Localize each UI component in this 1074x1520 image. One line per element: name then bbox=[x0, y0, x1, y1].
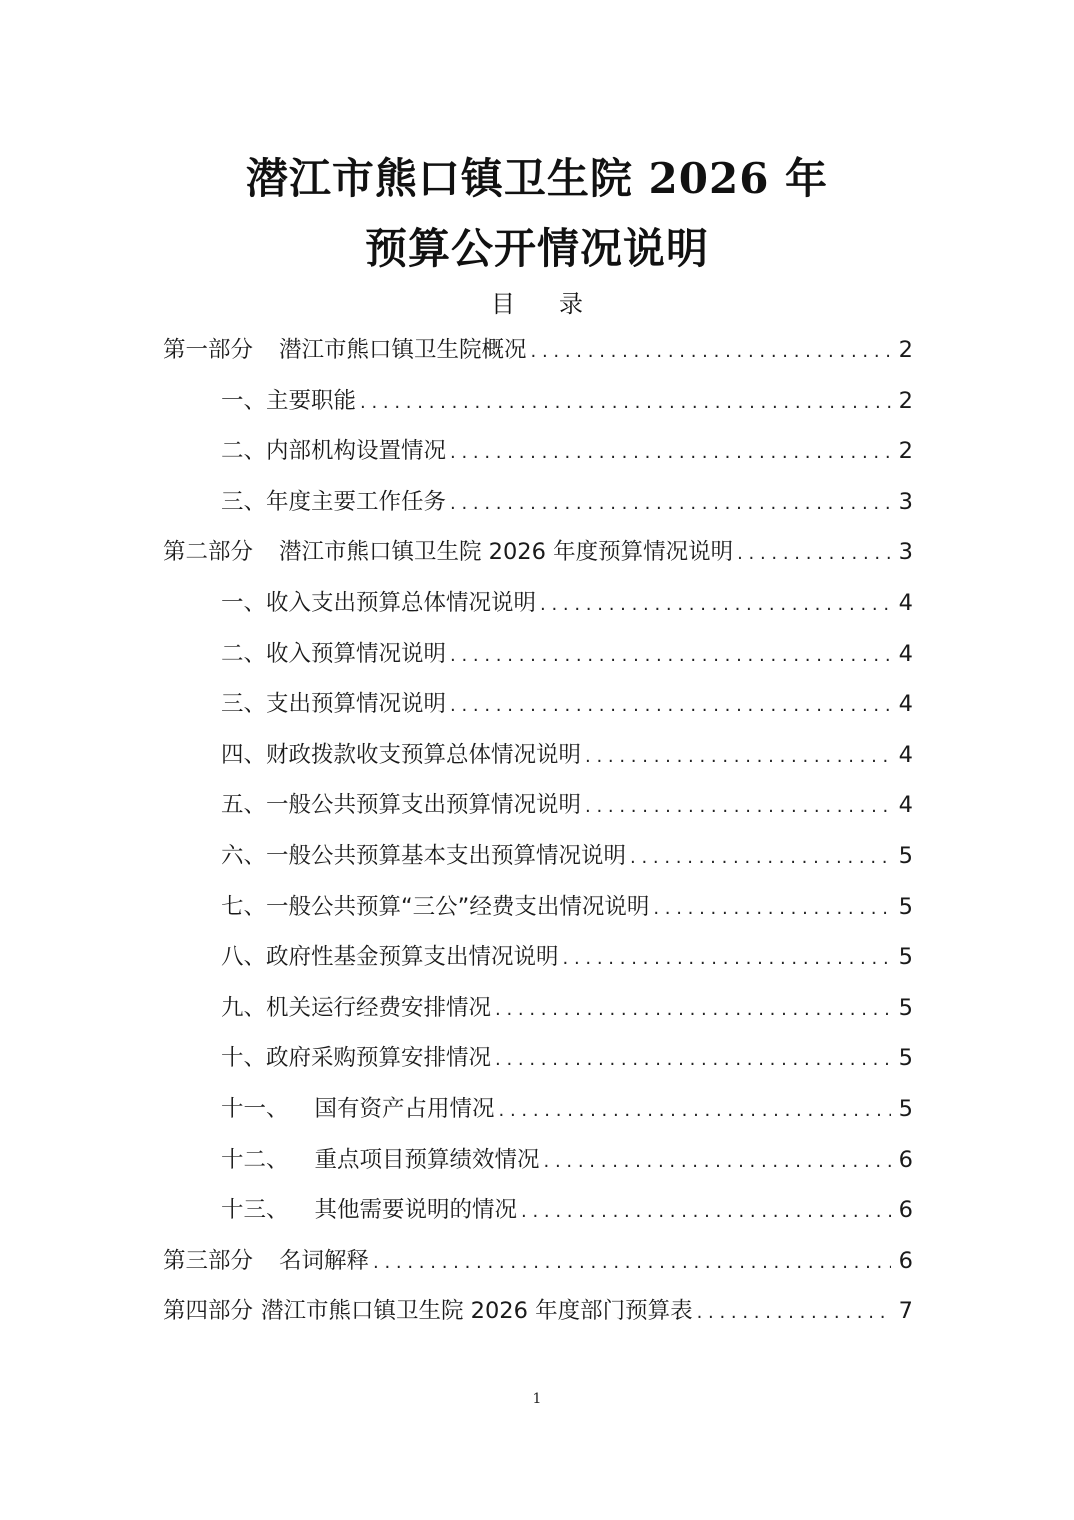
toc-entry-text: 收入预算情况说明 bbox=[266, 640, 447, 667]
toc-entry[interactable] bbox=[163, 1192, 913, 1243]
toc-entry-text: 一般公共预算支出预算情况说明 bbox=[266, 792, 582, 819]
toc-entry-label bbox=[221, 1091, 495, 1123]
toc-entry-label bbox=[221, 737, 581, 769]
toc-entry-text: 国有资产占用情况 bbox=[314, 1095, 495, 1122]
page-number: 1 bbox=[532, 1391, 542, 1407]
toc-entry[interactable] bbox=[163, 889, 913, 940]
toc-entry[interactable] bbox=[163, 990, 913, 1041]
toc-entry-text: 财政拨款收支预算总体情况说明 bbox=[266, 741, 582, 768]
toc-dot-leader bbox=[563, 948, 891, 969]
toc-dot-leader bbox=[540, 594, 891, 615]
toc-entry-prefix: 六、 bbox=[221, 842, 267, 869]
toc-entry-page-number: 5 bbox=[898, 994, 913, 1021]
toc-heading: 目录 bbox=[491, 290, 627, 318]
toc-entry-label bbox=[221, 990, 491, 1022]
toc-entry[interactable] bbox=[163, 585, 913, 636]
toc-entry-label bbox=[221, 585, 536, 617]
toc-entry[interactable] bbox=[163, 737, 913, 788]
toc-entry[interactable] bbox=[163, 1040, 913, 1091]
toc-entry-page-number: 2 bbox=[898, 438, 913, 465]
toc-entry-page-number: 2 bbox=[898, 337, 913, 363]
toc-entry[interactable] bbox=[163, 1142, 913, 1193]
toc-entry-label bbox=[221, 889, 649, 921]
toc-entry-text: 一般公共预算基本支出预算情况说明 bbox=[266, 842, 627, 869]
toc-entry-page-number: 5 bbox=[898, 842, 913, 869]
toc-entry-page-number: 3 bbox=[898, 488, 913, 515]
toc-entry-text: 年度主要工作任务 bbox=[266, 488, 447, 515]
toc-entry-prefix: 二、 bbox=[221, 640, 267, 667]
toc-dot-leader bbox=[630, 847, 891, 868]
toc-entry[interactable] bbox=[163, 686, 913, 737]
toc-entry-label bbox=[221, 636, 446, 668]
table-of-contents bbox=[163, 332, 913, 1344]
toc-dot-leader bbox=[450, 645, 891, 666]
toc-entry[interactable] bbox=[163, 1243, 913, 1294]
toc-dot-leader bbox=[653, 898, 891, 919]
toc-entry-page-number: 4 bbox=[898, 691, 913, 718]
toc-entry-text: 其他需要说明的情况 bbox=[314, 1197, 518, 1224]
toc-entry[interactable] bbox=[163, 484, 913, 535]
toc-entry-page-number: 4 bbox=[898, 741, 913, 768]
toc-entry-prefix: 四、 bbox=[221, 741, 267, 768]
toc-entry-page-number: 5 bbox=[898, 893, 913, 920]
toc-entry-page-number: 6 bbox=[898, 1197, 913, 1224]
toc-dot-leader bbox=[450, 695, 891, 716]
toc-entry[interactable] bbox=[163, 383, 913, 434]
toc-entry-label bbox=[221, 1040, 491, 1072]
toc-dot-leader bbox=[531, 341, 891, 362]
toc-dot-leader bbox=[373, 1252, 891, 1273]
toc-entry-text: 潜江市熊口镇卫生院概况 bbox=[279, 337, 527, 363]
toc-entry-page-number: 5 bbox=[898, 944, 913, 971]
toc-dot-leader bbox=[521, 1201, 891, 1222]
toc-entry-label bbox=[163, 1293, 693, 1325]
toc-entry-label bbox=[221, 939, 559, 971]
toc-entry-prefix: 一、 bbox=[221, 387, 267, 414]
toc-entry-prefix: 七、 bbox=[221, 893, 267, 920]
toc-entry-text: 政府采购预算安排情况 bbox=[266, 1045, 492, 1072]
toc-entry-prefix: 第三部分 bbox=[163, 1247, 254, 1274]
toc-entry-prefix: 第一部分 bbox=[163, 337, 254, 363]
toc-entry-label bbox=[221, 838, 626, 870]
toc-entry-text: 政府性基金预算支出情况说明 bbox=[266, 944, 559, 971]
toc-entry-label bbox=[221, 484, 446, 516]
toc-entry-page-number: 6 bbox=[898, 1146, 913, 1173]
toc-dot-leader bbox=[697, 1302, 891, 1323]
toc-dot-leader bbox=[737, 543, 891, 564]
toc-dot-leader bbox=[585, 796, 891, 817]
toc-entry-prefix: 八、 bbox=[221, 944, 267, 971]
toc-entry-label bbox=[221, 787, 581, 819]
toc-dot-leader bbox=[450, 442, 891, 463]
toc-entry-text: 支出预算情况说明 bbox=[266, 691, 447, 718]
toc-entry[interactable] bbox=[163, 787, 913, 838]
toc-entry-prefix: 五、 bbox=[221, 792, 267, 819]
toc-entry-text: 潜江市熊口镇卫生院 2026 年度预算情况说明 bbox=[279, 539, 734, 566]
toc-entry[interactable] bbox=[163, 332, 913, 383]
toc-dot-leader bbox=[450, 493, 891, 514]
toc-entry[interactable] bbox=[163, 1091, 913, 1142]
toc-entry-prefix: 十、 bbox=[221, 1045, 267, 1072]
toc-entry-text: 收入支出预算总体情况说明 bbox=[266, 589, 537, 616]
toc-entry-label bbox=[221, 1192, 517, 1224]
toc-entry[interactable] bbox=[163, 636, 913, 687]
toc-entry-text: 内部机构设置情况 bbox=[266, 438, 447, 465]
toc-entry-label bbox=[221, 383, 356, 415]
toc-entry[interactable] bbox=[163, 534, 913, 585]
toc-entry-prefix: 十三、 bbox=[221, 1197, 289, 1224]
toc-entry-label bbox=[163, 534, 733, 566]
toc-entry-page-number: 3 bbox=[898, 539, 913, 566]
document-title-line2: 预算公开情况说明 bbox=[364, 224, 709, 273]
toc-dot-leader bbox=[499, 1100, 891, 1121]
toc-entry-page-number: 4 bbox=[898, 792, 913, 819]
toc-dot-leader bbox=[585, 746, 891, 767]
toc-entry-text: 机关运行经费安排情况 bbox=[266, 994, 492, 1021]
toc-entry-prefix: 十二、 bbox=[221, 1146, 289, 1173]
toc-entry-prefix: 九、 bbox=[221, 994, 267, 1021]
toc-entry-prefix: 十一、 bbox=[221, 1095, 289, 1122]
toc-dot-leader bbox=[544, 1151, 891, 1172]
toc-entry-prefix: 第二部分 bbox=[163, 539, 254, 566]
toc-entry-page-number: 7 bbox=[898, 1298, 913, 1325]
toc-dot-leader bbox=[360, 392, 891, 413]
toc-entry-label bbox=[221, 433, 446, 465]
toc-entry-text: 潜江市熊口镇卫生院 2026 年度部门预算表 bbox=[261, 1298, 693, 1325]
toc-entry-label bbox=[221, 1142, 540, 1174]
toc-entry[interactable] bbox=[163, 838, 913, 889]
toc-entry-text: 名词解释 bbox=[279, 1247, 370, 1274]
toc-entry-label bbox=[163, 1243, 369, 1275]
toc-entry-page-number: 2 bbox=[898, 387, 913, 414]
toc-entry[interactable] bbox=[163, 433, 913, 484]
toc-entry-text: 重点项目预算绩效情况 bbox=[314, 1146, 540, 1173]
toc-entry-page-number: 4 bbox=[898, 640, 913, 667]
toc-entry-prefix: 三、 bbox=[221, 691, 267, 718]
toc-entry-prefix: 二、 bbox=[221, 438, 267, 465]
toc-entry-page-number: 4 bbox=[898, 589, 913, 616]
toc-dot-leader bbox=[495, 999, 891, 1020]
toc-entry-prefix: 一、 bbox=[221, 589, 267, 616]
document-title-line1: 潜江市熊口镇卫生院 2026 年 bbox=[245, 154, 829, 203]
toc-dot-leader bbox=[495, 1049, 891, 1070]
toc-entry-page-number: 5 bbox=[898, 1045, 913, 1072]
toc-entry-label bbox=[163, 332, 527, 364]
toc-entry-page-number: 5 bbox=[898, 1095, 913, 1122]
toc-entry-text: 一般公共预算“三公”经费支出情况说明 bbox=[266, 893, 650, 920]
toc-entry-prefix: 第四部分 bbox=[163, 1298, 254, 1325]
toc-entry-page-number: 6 bbox=[898, 1247, 913, 1274]
toc-entry[interactable] bbox=[163, 939, 913, 990]
toc-entry[interactable] bbox=[163, 1293, 913, 1344]
toc-entry-label bbox=[221, 686, 446, 718]
toc-entry-prefix: 三、 bbox=[221, 488, 267, 515]
toc-entry-text: 主要职能 bbox=[266, 387, 357, 414]
